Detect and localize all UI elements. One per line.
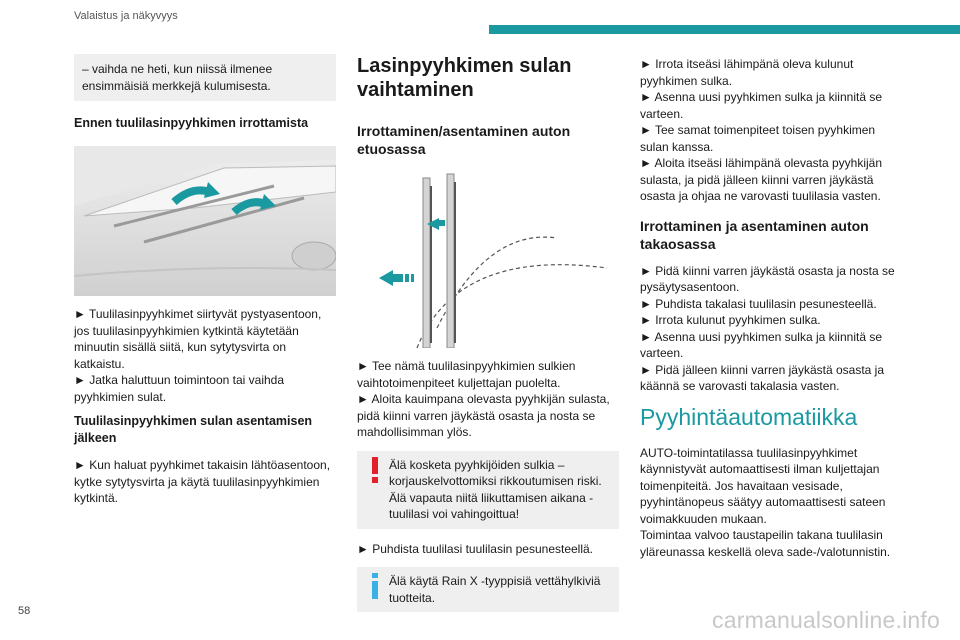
- column-middle: [357, 54, 619, 624]
- step-before-2: ► Jatka haluttuun toimintoon tai vaihda pyyhkimien sulat.: [74, 373, 285, 404]
- heading-before-removal: Ennen tuulilasinpyyhkimen irrottamista: [74, 116, 309, 130]
- front-step-3: ► Irrota itseäsi lähimpänä oleva kulunut pyyhkimen sulka.: [640, 57, 854, 88]
- step-after: ► Kun haluat pyyhkimet takaisin lähtöasentoon, kytke sytytysvirta ja käytä tuulilasinpyyhkimien kytkintä.: [74, 458, 331, 505]
- heading-after-install: Tuulilasinpyyhkimen sulan asentamisen jälkeen: [74, 414, 313, 445]
- column-left: [74, 54, 336, 507]
- heading-rear: Irrottaminen ja asentaminen auton takaosassa: [640, 217, 869, 252]
- page-number: 58: [18, 605, 31, 617]
- rear-step-5: ► Pidä jälleen kiinni varren jäykästä osasta ja käännä se varovasti takalasia vasten.: [640, 362, 885, 393]
- info-text: Älä käytä Rain X -tyyppisiä vettähylkiviä tuotteita.: [389, 574, 601, 605]
- section-title: Valaistus ja näkyvyys: [74, 10, 178, 22]
- header-accent-bar: [489, 25, 960, 34]
- watermark: carmanualsonline.info: [712, 607, 940, 633]
- front-step-6: ► Aloita itseäsi lähimpänä olevasta pyyhkijän sulasta, ja pidä jälleen kiinni varren jäykästä osasta ja ohjaa ne varovasti tuulilasia vasten.: [640, 156, 883, 203]
- rear-step-4: ► Asenna uusi pyyhkimen sulka ja kiinnitä se varteen.: [640, 329, 883, 360]
- wiper-illustration: [357, 168, 619, 348]
- warning-box: [357, 451, 619, 529]
- rear-step-1: ► Pidä kiinni varren jäykästä osasta ja nosta se pysäytysasentoon.: [640, 263, 895, 294]
- subtitle-front: Irrottaminen/asentaminen auton etuosassa: [357, 123, 571, 157]
- rear-step-2: ► Puhdista takalasi tuulilasin pesunesteellä.: [640, 296, 877, 311]
- warning-icon: [369, 457, 381, 483]
- windshield-illustration: [74, 146, 336, 296]
- heading-auto-wipe: Pyyhintäautomatiikka: [640, 403, 858, 430]
- column-right: [640, 56, 902, 560]
- front-step-4: ► Asenna uusi pyyhkimen sulka ja kiinnitä se varteen.: [640, 90, 883, 121]
- page-title: Lasinpyyhkimen sulan vaihtaminen: [357, 55, 572, 101]
- wear-note-text: – vaihda ne heti, kun niissä ilmenee ensimmäisiä merkkejä kulumisesta.: [82, 62, 273, 93]
- wear-note: [74, 54, 336, 101]
- auto-wipe-text: AUTO-toimintatilassa tuulilasinpyyhkimet käynnistyvät automaattisesti ilman kuljettajan toimenpiteitä. Jos havaitaan vesisade, pyyhintänopeus säätyy automaattisesti sateen voimakkuuden mukaan. Toimintaa valvoo taustapeilin takana tuulilasin yläreunassa keskellä oleva sade-/valotunnistin.: [640, 445, 891, 559]
- info-icon: [369, 573, 381, 599]
- step-before-1: ► Tuulilasinpyyhkimet siirtyvät pystyasentoon, jos tuulilasinpyyhkimien kytkintä käytetään minuutin sisällä siitä, kun sytytysvirta on katkaistu.: [74, 307, 322, 371]
- clean-step: ► Puhdista tuulilasi tuulilasin pesunesteellä.: [357, 541, 594, 556]
- info-box: [357, 567, 619, 612]
- front-step-2: ► Aloita kauimpana olevasta pyyhkijän sulasta, pidä kiinni varren jäykästä osasta ja nosta se mahdollisimman ylös.: [357, 392, 610, 439]
- front-step-1: ► Tee nämä tuulilasinpyyhkimien sulkien vaihtotoimenpiteet kuljettajan puolelta.: [357, 359, 576, 390]
- front-step-5: ► Tee samat toimenpiteet toisen pyyhkimen sulan kanssa.: [640, 123, 876, 154]
- rear-step-3: ► Irrota kulunut pyyhkimen sulka.: [640, 313, 821, 327]
- warning-text: Älä kosketa pyyhkijöiden sulkia – korjauskelvottomiksi rikkoutumisen riski. Älä vapauta niitä liikuttamisen aikana - tuulilasi voi vahingoittua!: [389, 457, 602, 521]
